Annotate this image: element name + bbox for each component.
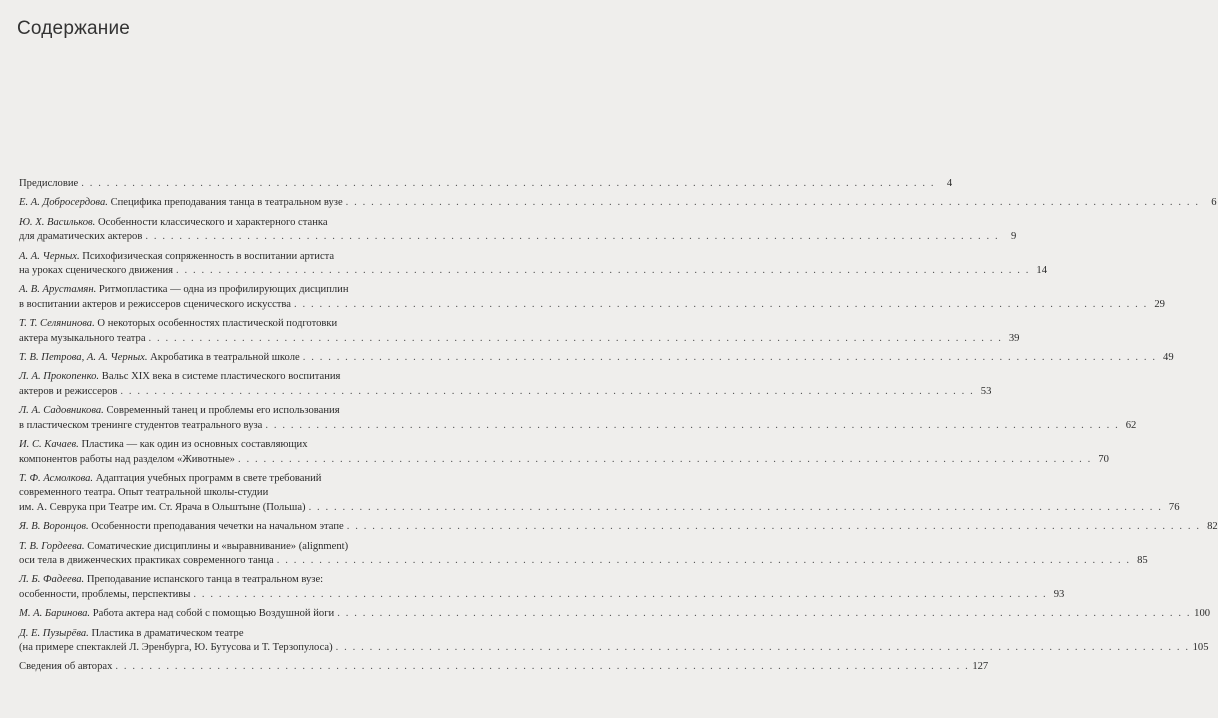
toc-leader-dots (120, 385, 974, 399)
toc-author: Т. Т. Селянинова. (19, 318, 95, 330)
toc-heading (19, 404, 340, 418)
toc-leader-dots (149, 332, 1003, 346)
toc-leader-dots (115, 660, 969, 674)
toc-entry (19, 196, 1217, 210)
toc-heading (19, 317, 337, 331)
toc-title-continued: оси тела в движенческих практиках современного танца (19, 554, 274, 566)
toc-line (19, 196, 1217, 210)
toc-author: Я. В. Воронцов. (19, 521, 89, 533)
toc-leader-dots (337, 607, 1191, 621)
toc-line (19, 177, 953, 191)
toc-line (19, 607, 1211, 621)
toc-page-number: 53 (980, 385, 992, 397)
toc-title: Адаптация учебных программ в свете требований (95, 472, 322, 484)
toc-title: Предисловие (19, 178, 79, 189)
toc-leader-dots (347, 520, 1201, 534)
toc-heading (19, 520, 344, 534)
toc-heading (19, 283, 349, 297)
toc-author: Л. А. Прокопенко. (19, 371, 100, 383)
toc-title-continued: в пластическом тренинге студентов театрального вуза (19, 419, 263, 431)
toc-title-continued: компонентов работы над разделом «Животные» (19, 453, 235, 465)
toc-author: Д. Е. Пузырёва. (19, 627, 89, 639)
toc-page-number: 4 (946, 178, 953, 189)
toc-heading (19, 540, 348, 554)
toc-title: Преподавание испанского танца в театральном вузе: (86, 574, 324, 586)
toc-title: Вальс XIX века в системе пластического воспитания (101, 371, 341, 383)
toc-line (19, 370, 429, 384)
toc-entry (19, 472, 1180, 515)
toc-line (19, 660, 989, 674)
toc-entry (19, 520, 1218, 534)
toc-line (19, 419, 1137, 433)
toc-leader-dots (309, 501, 1163, 515)
toc-title-continued: в воспитании актеров и режиссеров сценического искусства (19, 298, 291, 310)
toc-title-continued: особенности, проблемы, перспективы (19, 588, 191, 600)
toc-line (19, 216, 429, 230)
toc-line (19, 520, 1218, 534)
toc-title-continued: на уроках сценического движения (19, 265, 174, 277)
toc-title: Специфика преподавания танца в театральном вузе (110, 197, 343, 209)
toc-title: Особенности классического и характерного станка (97, 216, 328, 228)
toc-title: Психофизическая сопряженность в воспитании артиста (82, 250, 335, 262)
toc-heading (19, 573, 323, 587)
toc-entry (19, 540, 1148, 569)
toc-page-number: 39 (1008, 332, 1020, 344)
toc-author: А. В. Арустамян. (19, 284, 97, 296)
toc-title-continued: для драматических актеров (19, 231, 143, 243)
toc-author: И. С. Качаев. (19, 439, 79, 451)
toc-title: Пластика в драматическом театре (91, 627, 244, 639)
toc-page-number: 127 (972, 661, 989, 673)
toc-author: Ю. Х. Васильков. (19, 216, 96, 228)
toc-line (19, 641, 1209, 655)
toc-leader-dots (346, 196, 1200, 210)
toc-entry (19, 607, 1211, 621)
toc-title-continued: им. А. Севрука при Театре им. Ст. Ярача в Ольштыне (Польша) (19, 501, 306, 513)
toc-entry (19, 351, 1174, 365)
toc-line (19, 283, 429, 297)
toc-leader-dots (145, 230, 999, 244)
toc-line (19, 453, 1109, 467)
toc-page-number: 105 (1192, 641, 1209, 653)
toc-heading (19, 370, 340, 384)
toc-page-number: 100 (1194, 608, 1211, 620)
toc-line (19, 332, 1020, 346)
toc-page-number: 29 (1154, 298, 1165, 310)
toc-title: О некоторых особенностях пластической подготовки (97, 318, 338, 330)
toc-line (19, 404, 429, 418)
toc-title: Сведения об авторах (19, 661, 113, 673)
toc-heading (19, 438, 308, 452)
toc-heading (19, 250, 334, 264)
toc-entry (19, 177, 953, 191)
toc-title: Пластика — как один из основных составляющих (81, 439, 308, 451)
table-of-contents (19, 177, 1218, 680)
toc-line (19, 230, 1017, 244)
page-title: Содержание (17, 18, 131, 39)
toc-author: Л. Б. Фадеева. (19, 574, 85, 586)
toc-heading (19, 177, 78, 191)
toc-title-continued: (на примере спектаклей Л. Эренбурга, Ю. Бутусова и Т. Терзопулоса) (19, 641, 333, 653)
toc-title: Акробатика в театральной школе (150, 352, 300, 364)
toc-line (19, 554, 1148, 568)
toc-page-number: 82 (1207, 521, 1218, 533)
toc-author: А. А. Черных. (19, 250, 80, 262)
toc-leader-dots (238, 453, 1092, 467)
toc-page-number: 85 (1137, 554, 1148, 566)
toc-title: Ритмопластика — одна из профилирующих дисциплин (98, 284, 349, 296)
toc-title-continued: современного театра. Опыт театральной школы-студии (19, 487, 269, 499)
toc-title-continued: актера музыкального театра (19, 332, 146, 344)
toc-line (19, 501, 1180, 515)
toc-leader-dots (294, 298, 1148, 312)
toc-entry (19, 216, 1017, 245)
toc-line (19, 588, 1065, 602)
toc-line (19, 250, 429, 264)
toc-author: М. А. Баринова. (19, 608, 91, 620)
toc-title: Особенности преподавания чечетки на начальном этапе (91, 521, 344, 533)
toc-heading (19, 351, 300, 365)
toc-title: Работа актера над собой с помощью Воздушной йоги (92, 608, 335, 620)
toc-leader-dots (303, 351, 1157, 365)
toc-author: Л. А. Садовникова. (19, 405, 104, 417)
toc-heading (19, 216, 328, 230)
toc-line (19, 627, 429, 641)
toc-heading (19, 607, 334, 621)
toc-title: Соматические дисциплины и «выравнивание» (alignment) (87, 540, 349, 552)
toc-author: Т. В. Петрова, А. А. Черных. (19, 352, 148, 364)
toc-entry (19, 370, 992, 399)
toc-line (19, 438, 429, 452)
toc-page-number: 6 (1211, 197, 1217, 209)
toc-line (19, 298, 1165, 312)
toc-page-number: 62 (1125, 419, 1137, 431)
toc-line (19, 540, 429, 554)
toc-line (19, 385, 992, 399)
toc-entry (19, 660, 989, 674)
toc-heading (19, 660, 112, 674)
toc-leader-dots (81, 177, 935, 191)
toc-entry (19, 627, 1209, 656)
toc-line (19, 472, 429, 486)
toc-title-continued: актеров и режиссеров (19, 385, 118, 397)
toc-line (19, 486, 429, 500)
toc-line (19, 264, 1047, 278)
toc-leader-dots (336, 641, 1190, 655)
toc-entry (19, 283, 1165, 312)
toc-line (19, 351, 1174, 365)
toc-page-number: 14 (1036, 265, 1047, 277)
toc-line (19, 317, 429, 331)
toc-author: Т. В. Гордеева. (19, 540, 85, 552)
toc-leader-dots (265, 419, 1119, 433)
toc-title: Современный танец и проблемы его использования (106, 405, 340, 417)
toc-page-number: 93 (1053, 588, 1065, 600)
toc-entry (19, 317, 1020, 346)
toc-entry (19, 250, 1047, 279)
toc-page-number: 9 (1010, 231, 1017, 243)
toc-line (19, 573, 429, 587)
toc-leader-dots (277, 554, 1131, 568)
toc-heading (19, 196, 343, 210)
toc-page-number: 70 (1098, 453, 1109, 465)
toc-entry (19, 438, 1109, 467)
toc-entry (19, 573, 1065, 602)
toc-author: Т. Ф. Асмолкова. (19, 472, 94, 484)
toc-entry (19, 404, 1137, 433)
toc-author: Е. А. Добросердова. (19, 197, 108, 209)
toc-heading (19, 627, 244, 641)
toc-leader-dots (176, 264, 1030, 278)
toc-leader-dots (193, 588, 1047, 602)
toc-page-number: 49 (1163, 352, 1174, 364)
toc-page-number: 76 (1168, 501, 1180, 513)
toc-heading (19, 472, 321, 486)
